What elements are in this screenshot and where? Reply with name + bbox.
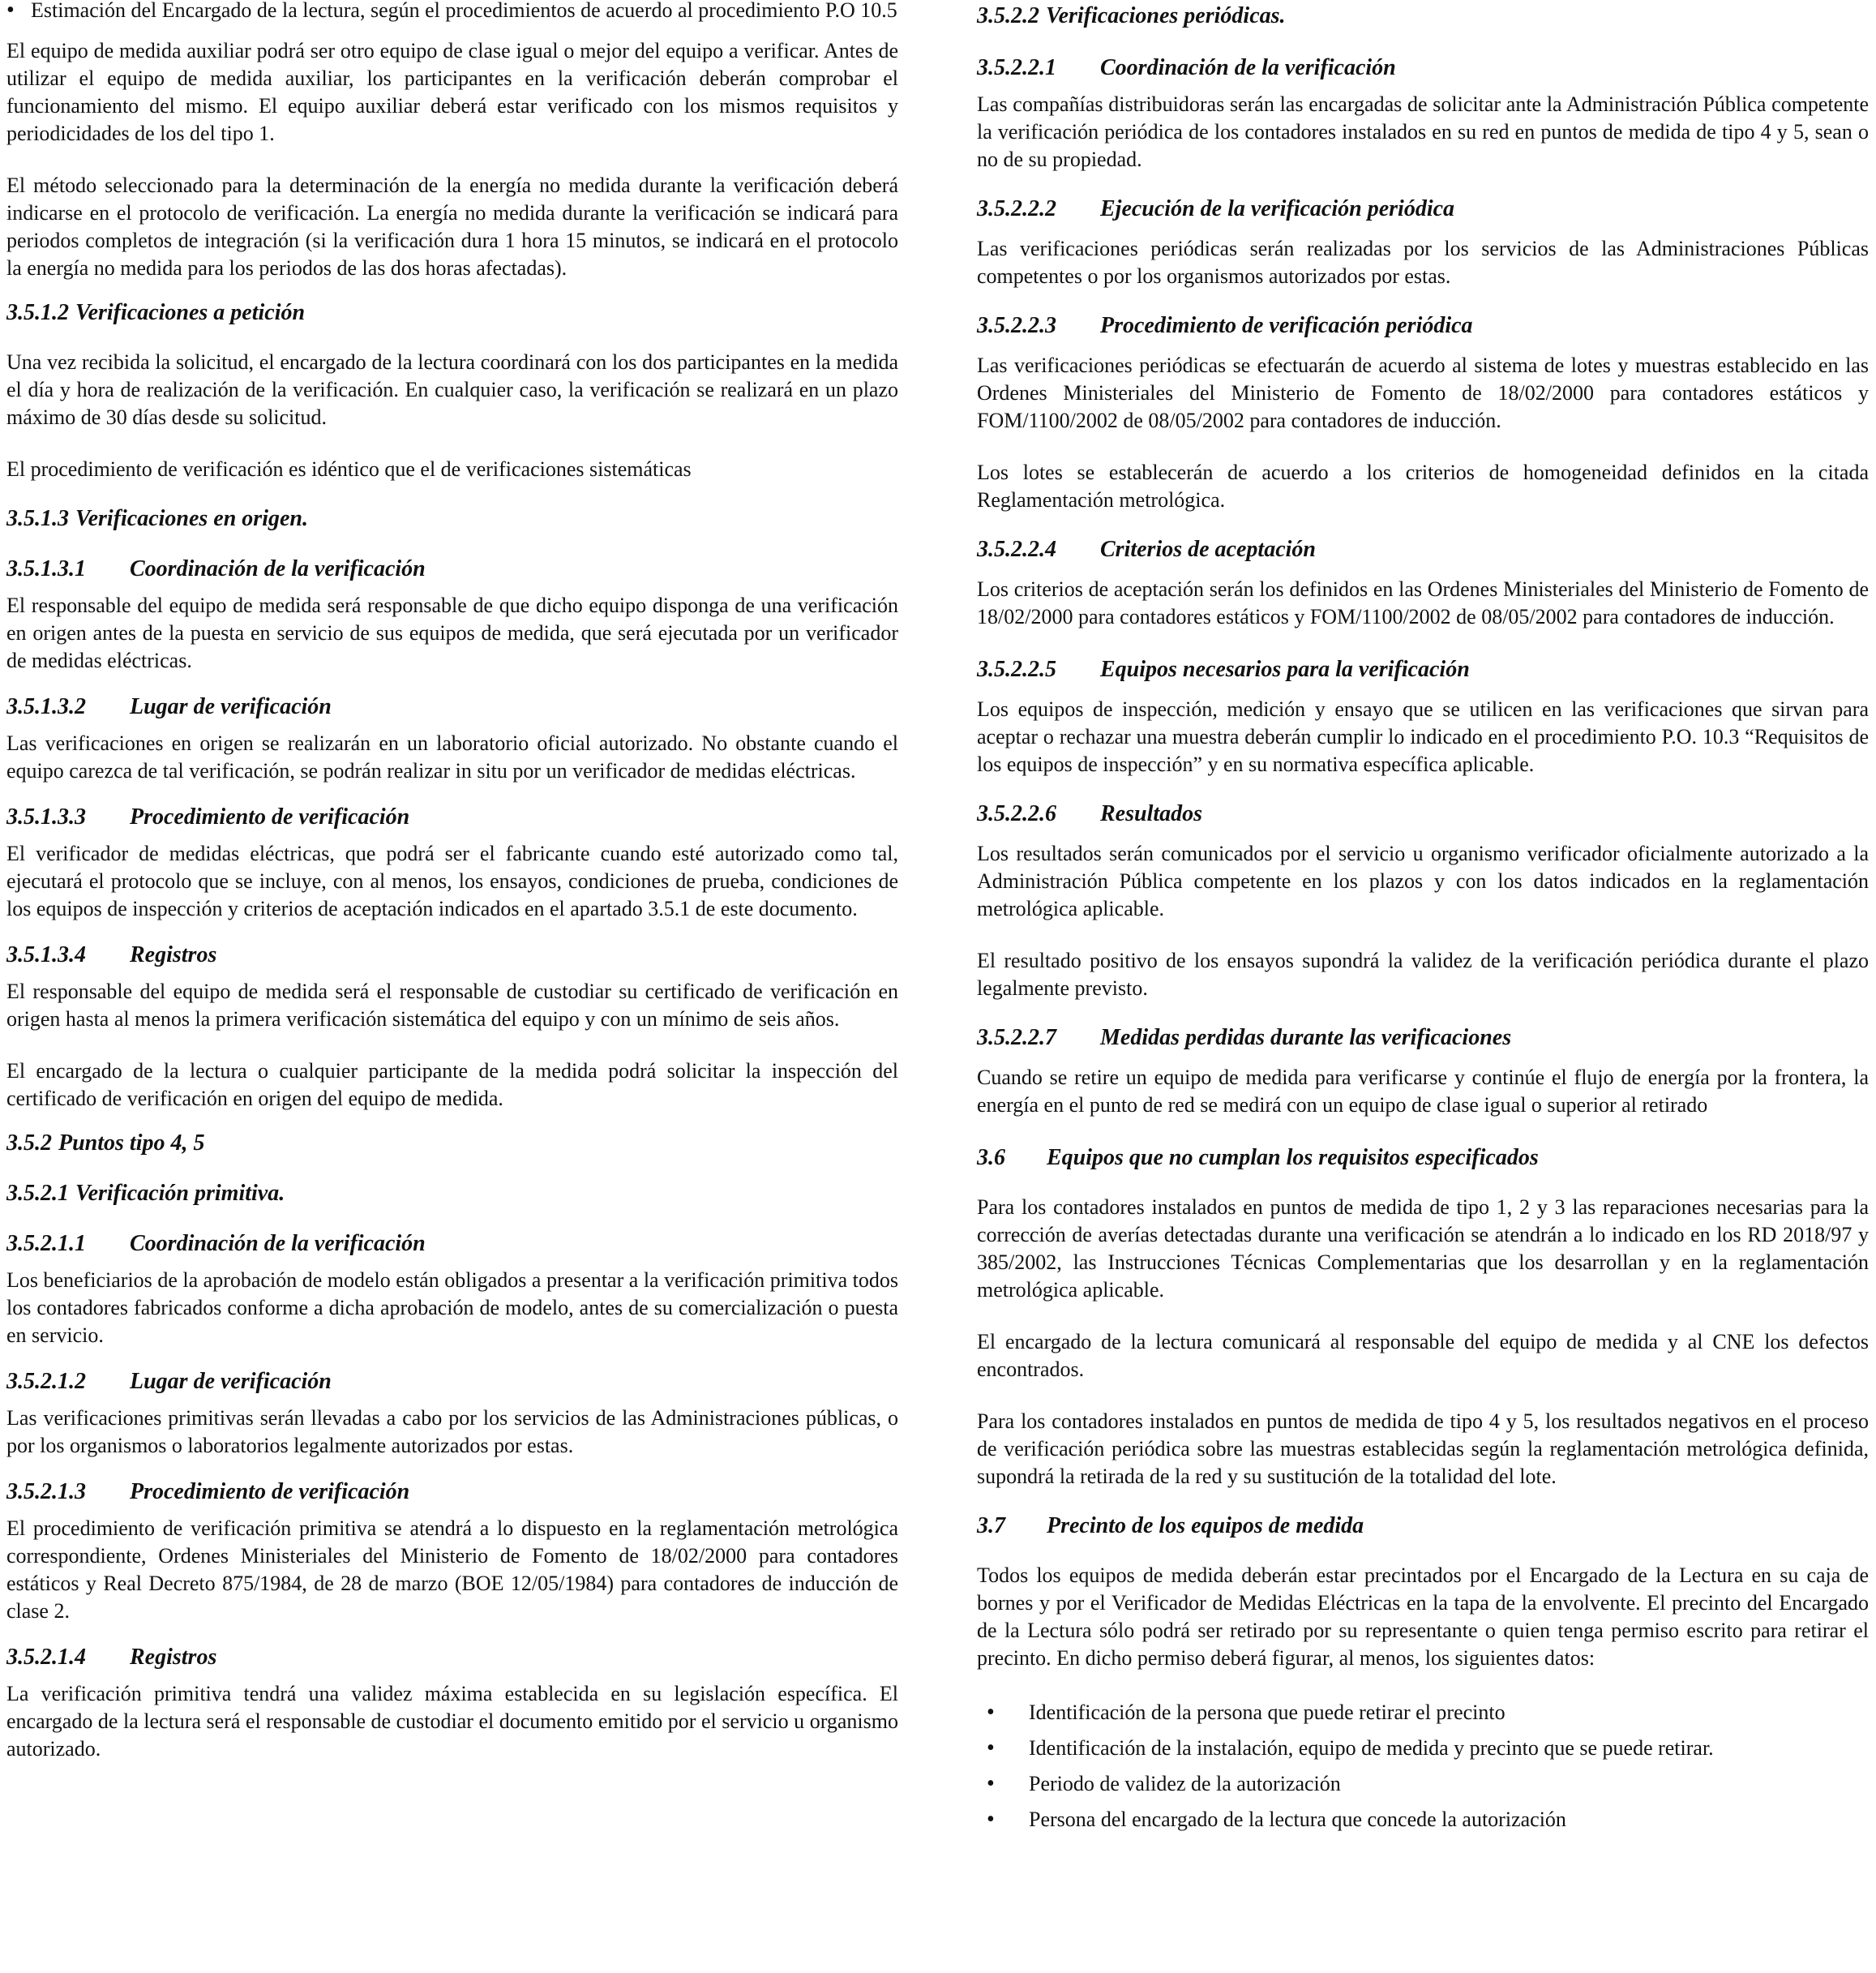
paragraph: El procedimiento de verificación primitiva se atendrá a lo dispuesto en la reglamentación metrológica correspondiente, Ordenes Ministeriales del Ministerio de Fomento de 18/02/2000 para contadores estáticos y Real Decreto 875/1984, de 28 de marzo (BOE 12/05/1984) para contadores de inducción de clase 2. [6, 1516, 898, 1623]
section-title: Equipos necesarios para la verificación [1100, 657, 1470, 682]
paragraph: Los criterios de aceptación serán los definidos en las Ordenes Ministeriales del Ministerio de Fomento de 18/02/2000 para contadores estáticos y FOM/1100/2002 de 08/05/2002 para contadores de inducción. [977, 577, 1869, 628]
paragraph: El equipo de medida auxiliar podrá ser otro equipo de clase igual o mejor del equipo a verificar. Antes de utilizar el equipo de medida auxiliar, los participantes en la verificación deberán comprobar el funcionamiento del mismo. El equipo auxiliar deberá estar verificado con los mismos requisitos y periodicidades de los del tipo 1. [6, 39, 898, 145]
paragraph: El responsable del equipo de medida será el responsable de custodiar su certificado de verificación en origen hasta al menos la primera verificación sistemática del equipo y con un mínimo de seis años. [6, 980, 898, 1031]
section-number: 3.5.2.1.2 [6, 1369, 86, 1394]
paragraph: Cuando se retire un equipo de medida para verificarse y continúe el flujo de energía por la frontera, la energía en el punto de red se medirá con un equipo de clase igual o superior al retirado [977, 1066, 1869, 1117]
section-number: 3.5.1.3.4 [6, 942, 86, 967]
section-heading-3-5-2-2-2 [977, 195, 1869, 224]
section-title: Registros [130, 1645, 217, 1670]
section-heading-3-5-1-3-3 [6, 803, 898, 832]
section-title: Coordinación de la verificación [130, 1231, 426, 1256]
section-number: 3.5.2.1.3 [6, 1479, 86, 1504]
list-item: • Identificación de la instalación, equipo de medida y precinto que se puede retirar. [977, 1731, 1869, 1766]
paragraph: Los equipos de inspección, medición y ensayo que se utilicen en las verificaciones que sirvan para aceptar o rechazar una muestra deberán cumplir lo indicado en el procedimiento P.O. 10.3 “Requisitos de los equipos de inspección” y en su normativa específica aplicable. [977, 697, 1869, 776]
section-title: Medidas perdidas durante las verificaciones [1100, 1025, 1512, 1050]
paragraph: Todos los equipos de medida deberán estar precintados por el Encargado de la Lectura en su caja de bornes y por el Verificador de Medidas Eléctricas en la tapa de la envolvente. El precinto del Encargado de la Lectura sólo podrá ser retirado por su representante o quien tenga permiso escrito para retirar el precinto. En dicho permiso deberá figurar, al menos, los siguientes datos: [977, 1563, 1869, 1670]
section-title: Procedimiento de verificación [130, 1479, 410, 1504]
bullet-list-top [6, 0, 898, 24]
paragraph: Para los contadores instalados en puntos de medida de tipo 4 y 5, los resultados negativos en el proceso de verificación periódica sobre las muestras establecidas según la reglamentación metrológica definida, supondrá la retirada de la red y su sustitución de la totalidad del lote. [977, 1409, 1869, 1488]
section-title: Verificaciones a petición [75, 300, 306, 325]
section-heading-3-5-2-2-3 [977, 311, 1869, 341]
paragraph: El método seleccionado para la determinación de la energía no medida durante la verificación deberá indicarse en el protocolo de verificación. La energía no medida durante la verificación se indicará para periodos completos de integración (si la verificación dura 1 hora 15 minutos, se indicará en el protocolo la energía no medida para los periodos de las dos horas afectadas). [6, 174, 898, 280]
section-number: 3.5.2.2.4 [977, 537, 1056, 562]
section-number: 3.5.2.2.7 [977, 1025, 1056, 1050]
section-heading-3-5-2-2-1 [977, 54, 1869, 83]
paragraph: Los resultados serán comunicados por el servicio u organismo verificador oficialmente autorizado a la Administración Pública competente en los plazos y con los datos indicados en la reglamentación metrológica aplicable. [977, 842, 1869, 920]
paragraph: El resultado positivo de los ensayos supondrá la validez de la verificación periódica durante el plazo legalmente previsto. [977, 949, 1869, 1000]
section-title: Registros [130, 942, 217, 967]
section-heading-3-5-2 [6, 1129, 898, 1158]
section-title: Coordinación de la verificación [1100, 55, 1396, 80]
paragraph: Los beneficiarios de la aprobación de modelo están obligados a presentar a la verificación primitiva todos los contadores fabricados conforme a dicha aprobación de modelo, antes de su comercialización o puesta en servicio. [6, 1268, 898, 1347]
section-heading-3-5-2-1-1 [6, 1229, 898, 1259]
section-title: Equipos que no cumplan los requisitos especificados [1047, 1145, 1539, 1170]
section-heading-3-5-1-3-2 [6, 693, 898, 722]
paragraph: La verificación primitiva tendrá una validez máxima establecida en su legislación específica. El encargado de la lectura será el responsable de custodiar el documento emitido por el servicio u organismo autorizado. [6, 1682, 898, 1761]
section-heading-3-5-2-1-3 [6, 1478, 898, 1507]
bullet-list-bottom [977, 1695, 1869, 1838]
section-heading-3-5-2-2-6 [977, 800, 1869, 829]
section-title: Ejecución de la verificación periódica [1100, 196, 1455, 221]
paragraph: El responsable del equipo de medida será responsable de que dicho equipo disponga de una verificación en origen antes de la puesta en servicio de sus equipos de medida, que será ejecutada por un verificador de medidas eléctricas. [6, 594, 898, 672]
section-heading-3-5-2-1-2 [6, 1367, 898, 1396]
section-number: 3.5.2.2.5 [977, 657, 1056, 682]
section-heading-3-5-1-3-4 [6, 941, 898, 970]
paragraph: Una vez recibida la solicitud, el encargado de la lectura coordinará con los dos participantes en la medida el día y hora de realización de la verificación. En cualquier caso, la verificación se realizará en un plazo máximo de 30 días desde su solicitud. [6, 350, 898, 429]
section-heading-3-5-2-2-5 [977, 655, 1869, 684]
section-heading-3-5-2-2-4 [977, 535, 1869, 564]
paragraph: El encargado de la lectura o cualquier participante de la medida podrá solicitar la inspección del certificado de verificación en origen del equipo de medida. [6, 1059, 898, 1110]
section-number: 3.7 [977, 1513, 1005, 1538]
section-title: Lugar de verificación [130, 694, 332, 719]
section-heading-3-7 [977, 1512, 1869, 1541]
paragraph: Las verificaciones periódicas serán realizadas por los servicios de las Administraciones Públicas competentes o por los organismos autorizados por estas. [977, 237, 1869, 288]
section-number: 3.5.2.2.1 [977, 55, 1056, 80]
section-number: 3.5.2.2.6 [977, 801, 1056, 826]
section-number: 3.5.2.1.1 [6, 1231, 86, 1256]
section-title: Verificaciones periódicas. [1046, 3, 1286, 28]
paragraph: Los lotes se establecerán de acuerdo a los criterios de homogeneidad definidos en la citada Reglamentación metrológica. [977, 461, 1869, 512]
section-number: 3.5.2.1 [6, 1181, 69, 1206]
section-title: Puntos tipo 4, 5 [58, 1130, 205, 1156]
paragraph: Las verificaciones periódicas se efectuarán de acuerdo al sistema de lotes y muestras establecido en las Ordenes Ministeriales del Ministerio de Fomento de 18/02/2000 para contadores estáticos y FOM/1100/2002 de 08/05/2002 para contadores de inducción. [977, 354, 1869, 432]
right-column [977, 0, 1869, 1838]
section-number: 3.5.2 [6, 1130, 52, 1156]
section-title: Verificaciones en origen. [75, 506, 308, 531]
list-item: • Estimación del Encargado de la lectura, según el procedimientos de acuerdo al procedimiento P.O 10.5 [6, 0, 898, 24]
section-heading-3-5-2-2 [977, 2, 1869, 31]
left-column [6, 0, 898, 1763]
paragraph: El procedimiento de verificación es idéntico que el de verificaciones sistemáticas [6, 457, 692, 481]
section-title: Procedimiento de verificación periódica [1100, 313, 1473, 338]
section-heading-3-5-1-3 [6, 504, 898, 534]
paragraph: El encargado de la lectura comunicará al responsable del equipo de medida y al CNE los defectos encontrados. [977, 1330, 1869, 1381]
list-item: • Persona del encargado de la lectura que concede la autorización [977, 1802, 1869, 1838]
section-title: Precinto de los equipos de medida [1047, 1513, 1364, 1538]
section-number: 3.6 [977, 1145, 1005, 1170]
section-number: 3.5.1.3.3 [6, 804, 86, 830]
section-title: Lugar de verificación [130, 1369, 332, 1394]
section-heading-3-5-2-1 [6, 1179, 898, 1208]
section-title: Verificación primitiva. [75, 1181, 285, 1206]
paragraph: El verificador de medidas eléctricas, que podrá ser el fabricante cuando esté autorizado como tal, ejecutará el protocolo que se incluye, con al menos, los ensayos, condiciones de prueba, condiciones de los equipos de inspección y criterios de aceptación indicados en el apartado 3.5.1 de este documento. [6, 842, 898, 920]
list-item: • Periodo de validez de la autorización [977, 1766, 1869, 1802]
section-number: 3.5.1.3.1 [6, 556, 86, 581]
section-title: Procedimiento de verificación [130, 804, 410, 830]
section-heading-3-5-2-2-7 [977, 1023, 1869, 1053]
paragraph: Para los contadores instalados en puntos de medida de tipo 1, 2 y 3 las reparaciones necesarias para la corrección de averías detectadas durante una verificación se atendrán a lo indicado en los RD 2018/97 y 385/2002, las Instrucciones Técnicas Complementarias que los desarrollan y en la reglamentación metrológica aplicable. [977, 1195, 1869, 1302]
list-item: • Identificación de la persona que puede retirar el precinto [977, 1695, 1869, 1731]
section-number: 3.5.2.2 [977, 3, 1039, 28]
section-number: 3.5.1.2 [6, 300, 69, 325]
section-heading-3-6 [977, 1143, 1869, 1173]
section-title: Resultados [1100, 801, 1203, 826]
section-title: Coordinación de la verificación [130, 556, 426, 581]
paragraph: Las verificaciones en origen se realizarán en un laboratorio oficial autorizado. No obstante cuando el equipo carezca de tal verificación, se podrán realizar in situ por un verificador de medidas eléctricas. [6, 731, 898, 783]
section-title: Criterios de aceptación [1100, 537, 1316, 562]
section-number: 3.5.2.1.4 [6, 1645, 86, 1670]
section-heading-3-5-2-1-4 [6, 1643, 898, 1672]
paragraph: Las compañías distribuidoras serán las encargadas de solicitar ante la Administración Pública competente la verificación periódica de los contadores instalados en su red en puntos de medida de tipo 4 y 5, sean o no de su propiedad. [977, 92, 1869, 171]
section-number: 3.5.2.2.2 [977, 196, 1056, 221]
section-heading-3-5-1-2 [6, 298, 898, 328]
section-number: 3.5.1.3.2 [6, 694, 86, 719]
paragraph: Las verificaciones primitivas serán llevadas a cabo por los servicios de las Administraciones públicas, o por los organismos o laboratorios legalmente autorizados por estas. [6, 1406, 898, 1457]
section-number: 3.5.2.2.3 [977, 313, 1056, 338]
section-heading-3-5-1-3-1 [6, 555, 898, 584]
section-number: 3.5.1.3 [6, 506, 69, 531]
